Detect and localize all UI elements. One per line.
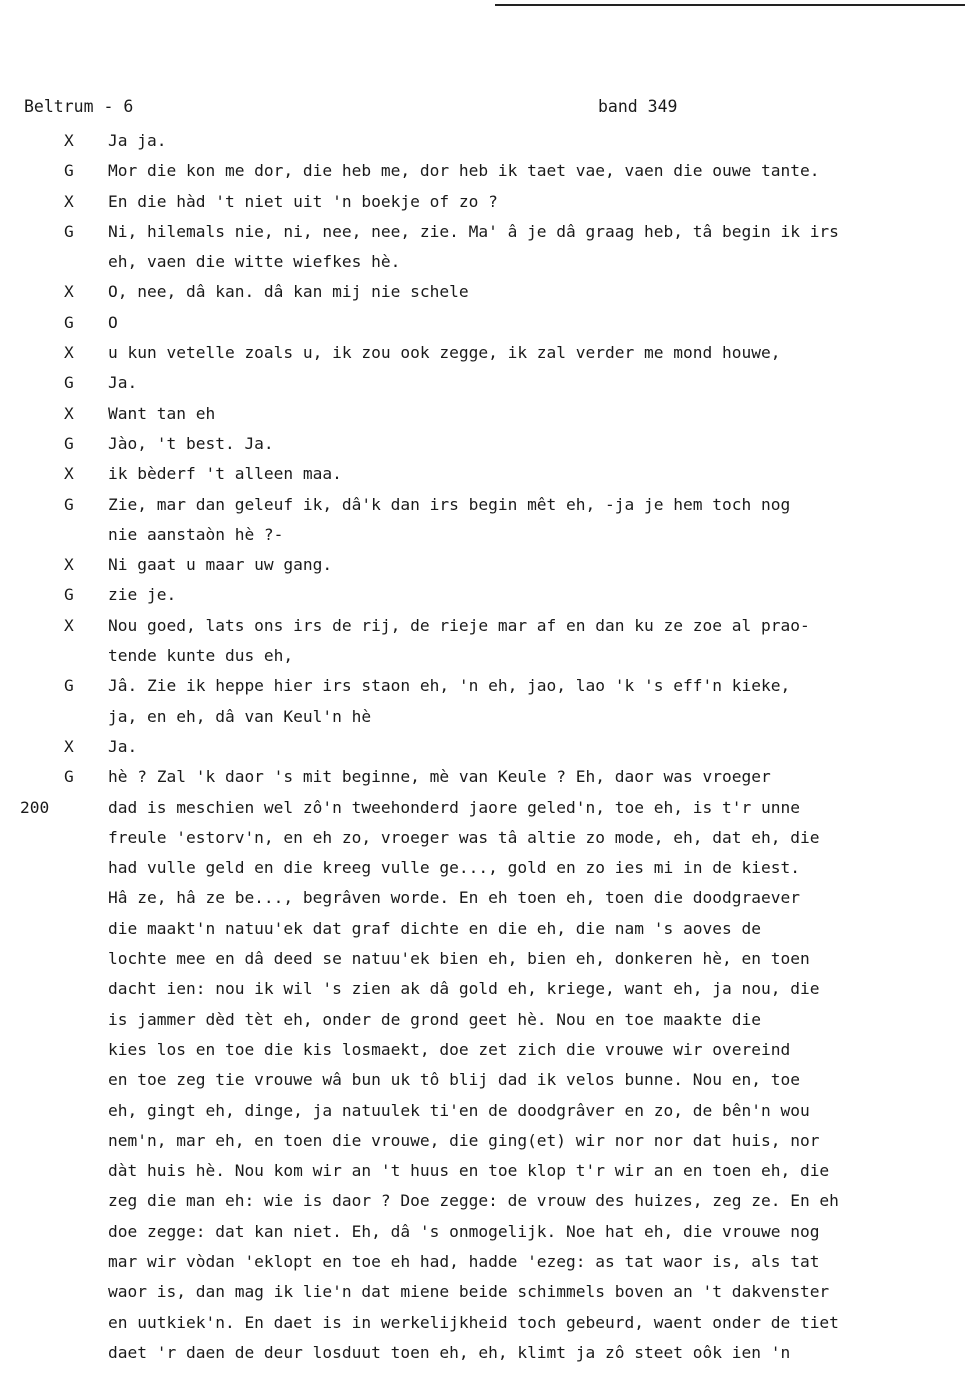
utterance-text: Hâ ze, hâ ze be..., begrâven worde. En eh toen eh, toen die doodgraever [108, 888, 800, 908]
transcript-line [0, 338, 973, 368]
transcript-line [0, 1065, 973, 1095]
transcript-line [0, 399, 973, 429]
utterance-text: daet 'r daen de deur losduut toen eh, eh, klimt ja zô steet oôk ien 'n [108, 1342, 791, 1362]
speaker-label: G [64, 676, 74, 696]
utterance-text: hè ? Zal 'k daor 's mit beginne, mè van Keule ? Eh, daor was vroeger [108, 767, 771, 787]
utterance-text: had vulle geld en die kreeg vulle ge..., gold en zo ies mi in de kiest. [108, 858, 800, 878]
transcript-line [0, 580, 973, 610]
speaker-label: G [64, 312, 74, 332]
speaker-label: G [64, 433, 74, 453]
transcript-line [0, 459, 973, 489]
transcript-line [0, 853, 973, 883]
transcript-line [0, 732, 973, 762]
page-label: Beltrum - 6 [24, 97, 134, 116]
utterance-text: O [108, 312, 118, 332]
utterance-text: Ja ja. [108, 131, 167, 150]
utterance-text: Nou goed, lats ons irs de rij, de rieje mar af en dan ku ze zoe al prao- [108, 615, 810, 635]
utterance-text: zeg die man eh: wie is daor ? Doe zegge: de vrouw des huizes, zeg ze. En eh [108, 1191, 839, 1211]
utterance-text: ik bèderf 't alleen maa. [108, 464, 342, 484]
utterance-text: Mor die kon me dor, die heb me, dor heb ik taet vae, vaen die ouwe tante. [108, 161, 820, 181]
utterance-text: Jào, 't best. Ja. [108, 433, 274, 453]
utterance-text: O, nee, dâ kan. dâ kan mij nie schele [108, 282, 469, 302]
utterance-text: nem'n, mar eh, en toen die vrouwe, die ging(et) wir nor nor dat huis, nor [108, 1130, 820, 1150]
transcript-line [0, 974, 973, 1004]
utterance-text: tende kunte dus eh, [108, 646, 294, 666]
transcript-line [0, 490, 973, 520]
utterance-text: Ni gaat u maar uw gang. [108, 555, 333, 575]
speaker-label: X [64, 464, 74, 484]
speaker-label: G [64, 494, 74, 514]
transcript [0, 126, 973, 1368]
transcript-line [0, 1338, 973, 1368]
speaker-label: X [64, 555, 74, 575]
speaker-label: G [64, 585, 74, 605]
utterance-text: dàt huis hè. Nou kom wir an 't huus en toe klop t'r wir an en toen eh, die [108, 1161, 830, 1181]
transcript-line [0, 217, 973, 247]
transcript-line [0, 187, 973, 217]
transcript-line [0, 1126, 973, 1156]
utterance-text: Want tan eh [108, 403, 216, 423]
utterance-text: dacht ien: nou ik wil 's zien ak dâ gold eh, kriege, want eh, ja nou, die [108, 979, 820, 999]
top-rule [495, 4, 965, 6]
transcript-line [0, 308, 973, 338]
speaker-label: G [64, 373, 74, 393]
speaker-label: X [64, 736, 74, 756]
band-label: band 349 [598, 97, 678, 116]
utterance-text: en toe zeg tie vrouwe wâ bun uk tô blij dad ik velos bunne. Nou en, toe [108, 1070, 800, 1090]
transcript-line [0, 944, 973, 974]
transcript-line [0, 1186, 973, 1216]
transcript-line [0, 368, 973, 398]
utterance-text: Zie, mar dan geleuf ik, dâ'k dan irs begin mêt eh, -ja je hem toch nog [108, 494, 791, 514]
utterance-text: u kun vetelle zoals u, ik zou ook zegge, ik zal verder me mond houwe, [108, 343, 781, 363]
transcript-line [0, 550, 973, 580]
speaker-label: X [64, 615, 74, 635]
transcript-line [0, 1005, 973, 1035]
speaker-label: G [64, 767, 74, 787]
transcript-line [0, 883, 973, 913]
utterance-text: doe zegge: dat kan niet. Eh, dâ 's onmogelijk. Noe hat eh, die vrouwe nog [108, 1221, 820, 1241]
transcript-line [0, 247, 973, 277]
utterance-text: dad is meschien wel zô'n tweehonderd jaore geled'n, toe eh, is t'r unne [108, 797, 800, 817]
utterance-text: Jâ. Zie ik heppe hier irs staon eh, 'n eh, jao, lao 'k 's eff'n kieke, [108, 676, 791, 696]
utterance-text: lochte mee en dâ deed se natuu'ek bien eh, bien eh, donkeren hè, en toen [108, 949, 810, 969]
line-number-marker: 200 [20, 797, 50, 817]
transcript-line [0, 762, 973, 792]
utterance-text: En die hàd 't niet uit 'n boekje of zo ? [108, 191, 498, 211]
speaker-label: X [64, 403, 74, 423]
transcript-line [0, 914, 973, 944]
speaker-label: X [64, 343, 74, 363]
speaker-label: X [64, 131, 74, 150]
transcript-line [0, 126, 973, 156]
utterance-text: Ja. [108, 736, 138, 756]
transcript-line [0, 1156, 973, 1186]
transcript-line [0, 793, 973, 823]
speaker-label: X [64, 191, 74, 211]
utterance-text: Ja. [108, 373, 138, 393]
utterance-text: ja, en eh, dâ van Keul'n hè [108, 706, 372, 726]
transcript-line [0, 611, 973, 641]
transcript-line [0, 1217, 973, 1247]
speaker-label: G [64, 221, 74, 241]
utterance-text: eh, vaen die witte wiefkes hè. [108, 252, 401, 272]
transcript-line [0, 671, 973, 701]
speaker-label: X [64, 282, 74, 302]
transcript-line [0, 277, 973, 307]
transcript-line [0, 1308, 973, 1338]
transcript-line [0, 520, 973, 550]
utterance-text: waor is, dan mag ik lie'n dat miene beide schimmels boven an 't dakvenster [108, 1282, 830, 1302]
utterance-text: freule 'estorv'n, en eh zo, vroeger was tâ altie zo mode, eh, dat eh, die [108, 827, 820, 847]
utterance-text: die maakt'n natuu'ek dat graf dichte en die eh, die nam 's aoves de [108, 918, 761, 938]
transcript-line [0, 702, 973, 732]
utterance-text: is jammer dèd tèt eh, onder de grond geet hè. Nou en toe maakte die [108, 1009, 761, 1029]
transcript-line [0, 823, 973, 853]
transcript-line [0, 1247, 973, 1277]
transcript-line [0, 1277, 973, 1307]
transcript-line [0, 156, 973, 186]
transcript-line [0, 641, 973, 671]
utterance-text: zie je. [108, 585, 177, 605]
transcript-line [0, 1096, 973, 1126]
utterance-text: en uutkiek'n. En daet is in werkelijkheid toch gebeurd, waent onder de tiet [108, 1312, 839, 1332]
utterance-text: Ni, hilemals nie, ni, nee, nee, zie. Ma' â je dâ graag heb, tâ begin ik irs [108, 221, 839, 241]
utterance-text: kies los en toe die kis losmaekt, doe zet zich die vrouwe wir overeind [108, 1039, 791, 1059]
transcript-line [0, 429, 973, 459]
utterance-text: nie aanstaòn hè ?- [108, 524, 284, 544]
speaker-label: G [64, 161, 74, 181]
utterance-text: eh, gingt eh, dinge, ja natuulek ti'en de doodgrâver en zo, de bên'n wou [108, 1100, 810, 1120]
utterance-text: mar wir vòdan 'eklopt en toe eh had, hadde 'ezeg: as tat waor is, als tat [108, 1251, 820, 1271]
transcript-line [0, 1035, 973, 1065]
